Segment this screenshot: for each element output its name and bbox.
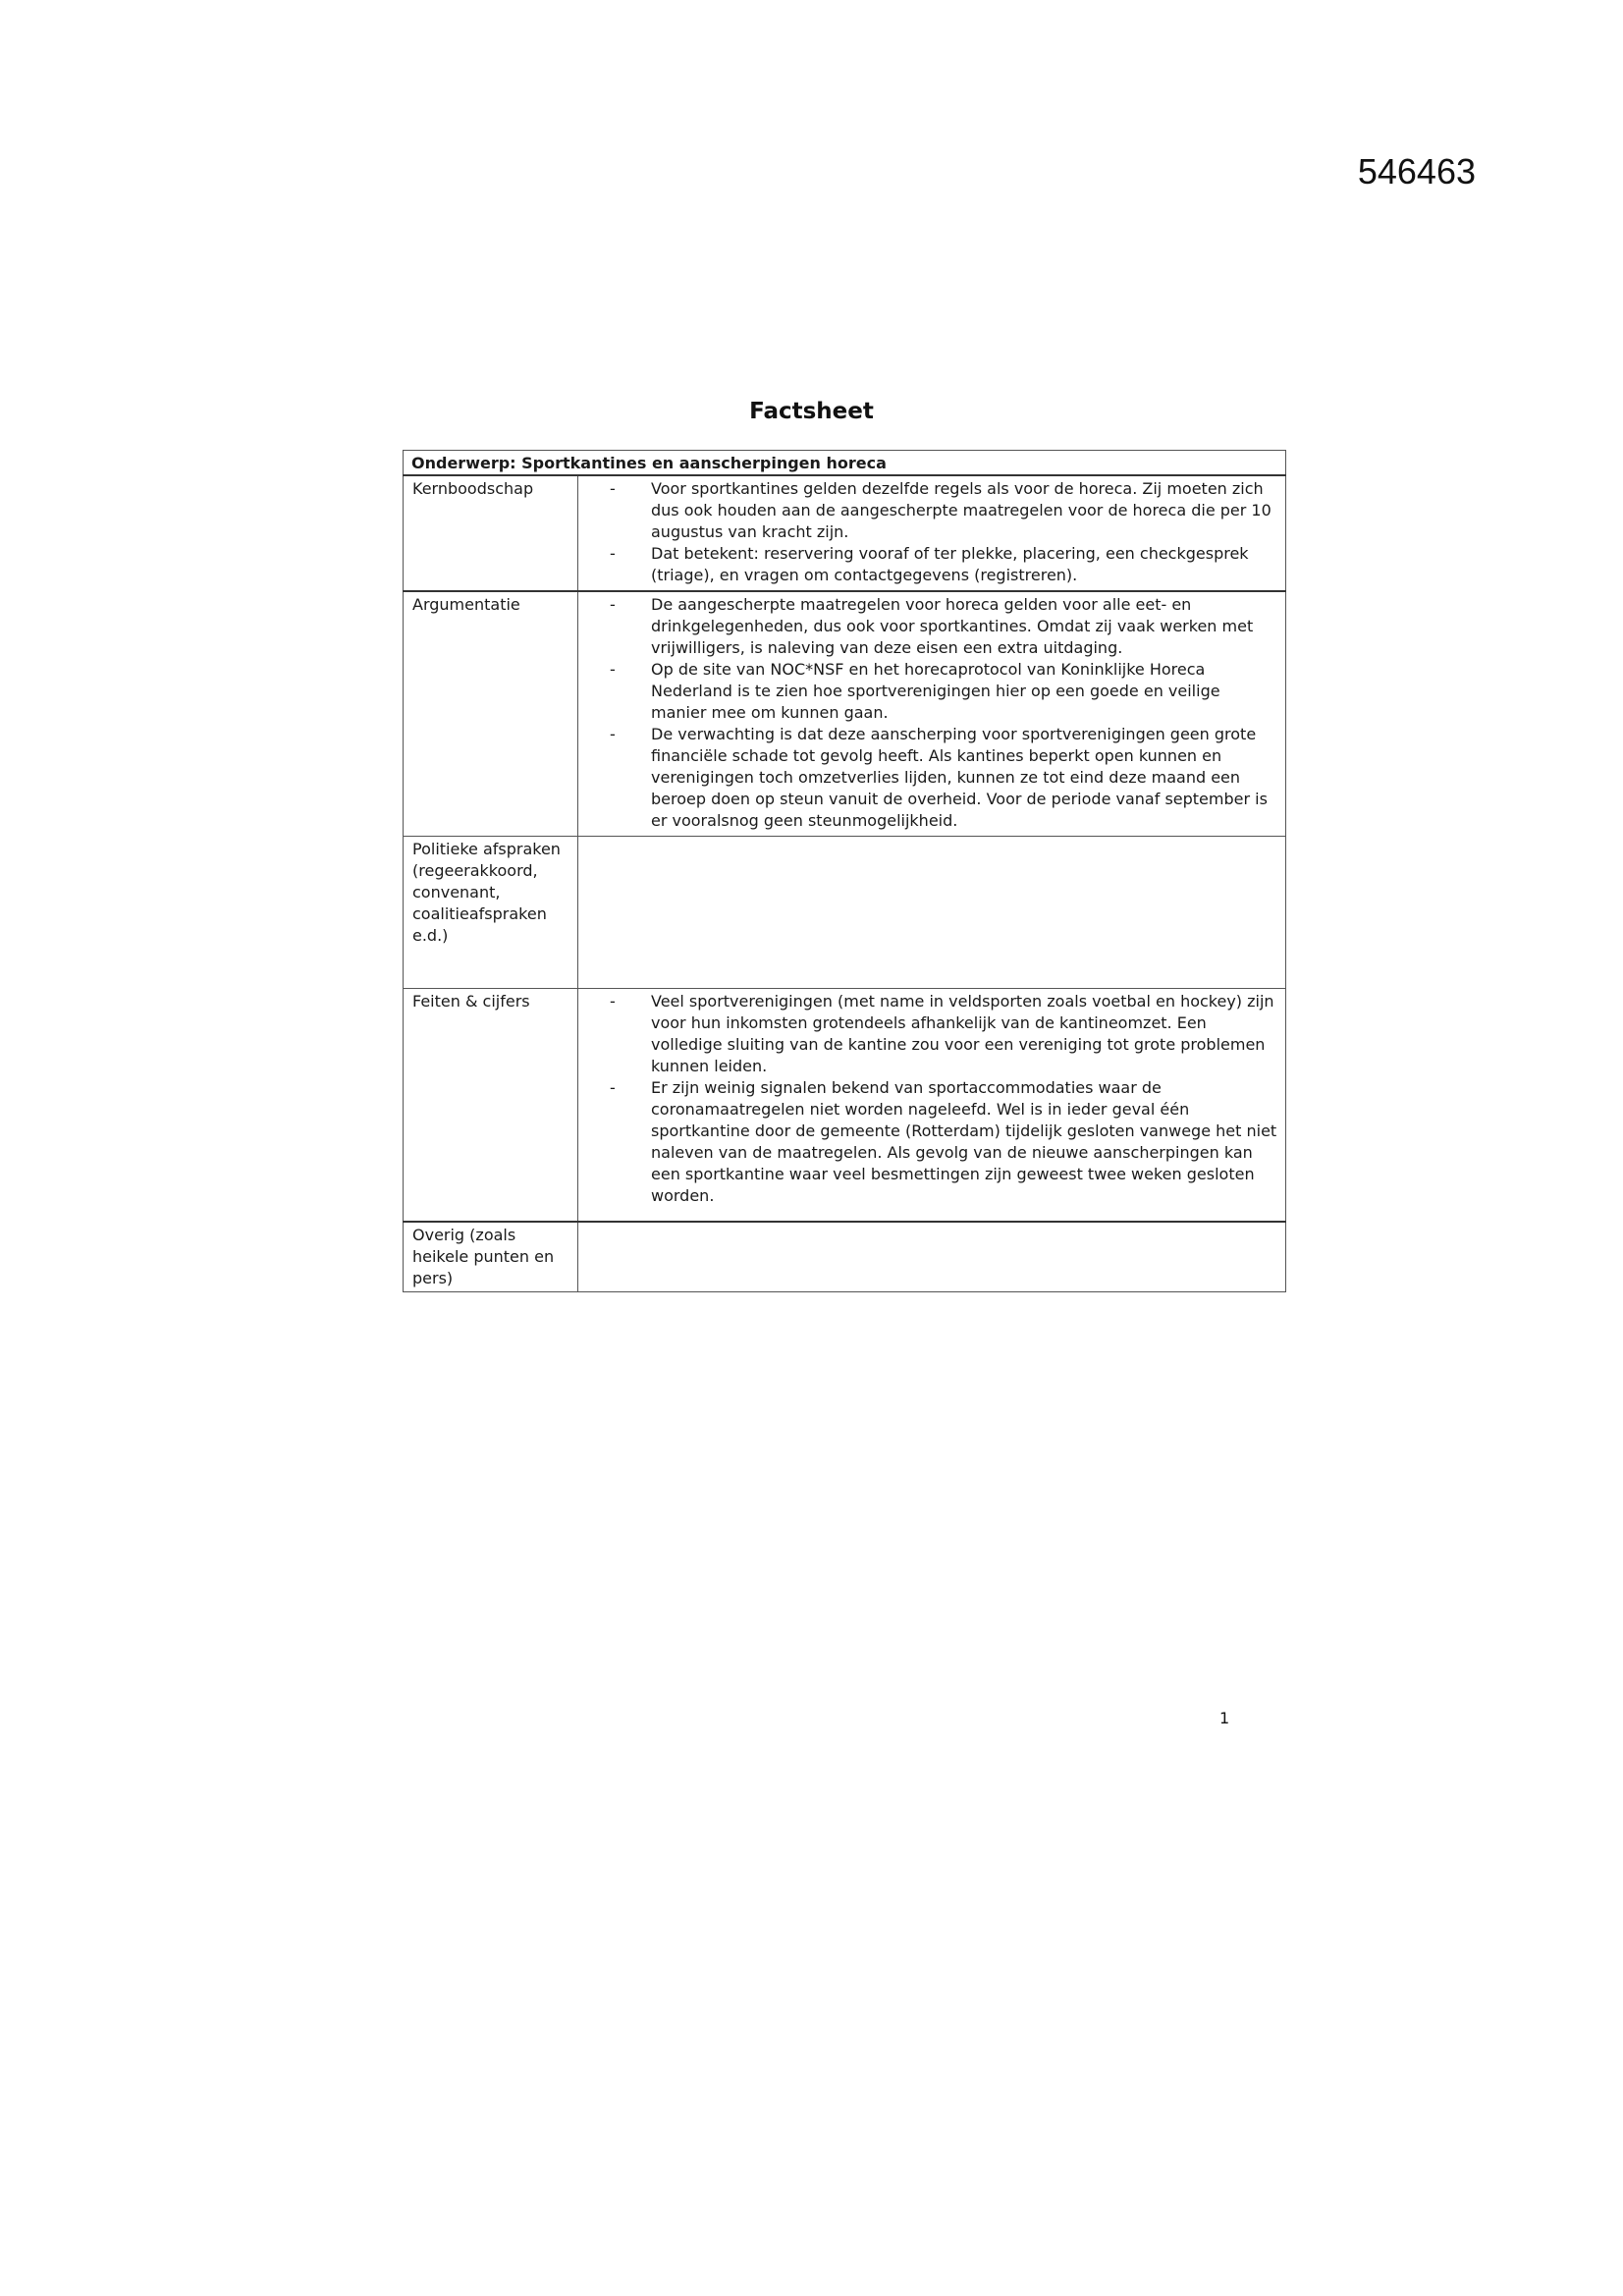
bullet-marker: - [610,595,616,614]
list-item-text: Veel sportverenigingen (met name in veldsporten zoals voetbal en hockey) zijn voor hun inkomsten grotendeels afhankelijk van de kantineomzet. Een volledige sluiting van de kantine zou voor een vereniging tot grote problemen kunnen leiden. [651,992,1274,1075]
table-row-argumentatie [404,591,1286,837]
bullet-list [610,478,1277,586]
row-label: Politieke afspraken (regeerakkoord, convenant, coalitieafspraken e.d.) [404,837,578,989]
bullet-marker: - [610,725,616,743]
list-item-text: Dat betekent: reservering vooraf of ter plekke, placering, een checkgesprek (triage), en vragen om contactgegevens (registreren). [651,544,1249,584]
list-item-text: Er zijn weinig signalen bekend van sportaccommodaties waar de coronamaatregelen niet worden nageleefd. Wel is in ieder geval één sportkantine door de gemeente (Rotterdam) tijdelijk gesloten vanwege het niet naleven van de maatregelen. Als gevolg van de nieuwe aanscherpingen kan een sportkantine waar veel besmettingen zijn geweest twee weken gesloten worden. [651,1078,1277,1205]
list-item [610,1077,1277,1207]
row-content-empty [578,837,1286,989]
row-label: Kernboodschap [404,475,578,591]
table-row-feiten-cijfers [404,989,1286,1223]
factsheet-table [403,450,1286,1292]
bullet-marker: - [610,1078,616,1097]
list-item [610,991,1277,1077]
table-header-row [404,451,1286,476]
bullet-list [610,991,1277,1207]
bullet-marker: - [610,992,616,1011]
list-item-text: De aangescherpte maatregelen voor horeca gelden voor alle eet- en drinkgelegenheden, dus ook voor sportkantines. Omdat zij vaak werken met vrijwilligers, is naleving van deze eisen een extra uitdaging. [651,595,1254,657]
row-content-empty [578,1222,1286,1292]
subject-header: Onderwerp: Sportkantines en aanscherpingen horeca [404,451,1286,476]
row-content [578,591,1286,837]
row-content [578,475,1286,591]
document-number: 546463 [1357,151,1476,191]
list-item [610,659,1277,724]
bullet-marker: - [610,660,616,679]
list-item-text: Op de site van NOC*NSF en het horecaprotocol van Koninklijke Horeca Nederland is te zien hoe sportverenigingen hier op een goede en veilige manier mee om kunnen gaan. [651,660,1220,722]
list-item [610,594,1277,659]
bullet-marker: - [610,479,616,498]
row-label: Overig (zoals heikele punten en pers) [404,1222,578,1292]
table-row-overig [404,1222,1286,1292]
table-row-kernboodschap [404,475,1286,591]
page-title: Factsheet [749,399,874,424]
list-item-text: De verwachting is dat deze aanscherping voor sportverenigingen geen grote financiële schade tot gevolg heeft. Als kantines beperkt open kunnen en verenigingen toch omzetverlies lijden, kunnen ze tot eind deze maand een beroep doen op steun vanuit de overheid. Voor de periode vanaf september is er vooralsnog geen steunmogelijkheid. [651,725,1268,830]
bullet-list [610,594,1277,832]
list-item-text: Voor sportkantines gelden dezelfde regels als voor de horeca. Zij moeten zich dus ook houden aan de aangescherpte maatregelen voor de horeca die per 10 augustus van kracht zijn. [651,479,1271,541]
list-item [610,724,1277,832]
row-label: Argumentatie [404,591,578,837]
list-item [610,478,1277,543]
row-label: Feiten & cijfers [404,989,578,1223]
list-item [610,543,1277,586]
row-content [578,989,1286,1223]
bullet-marker: - [610,544,616,563]
table-row-politieke-afspraken [404,837,1286,989]
page-number: 1 [1219,1709,1230,1727]
